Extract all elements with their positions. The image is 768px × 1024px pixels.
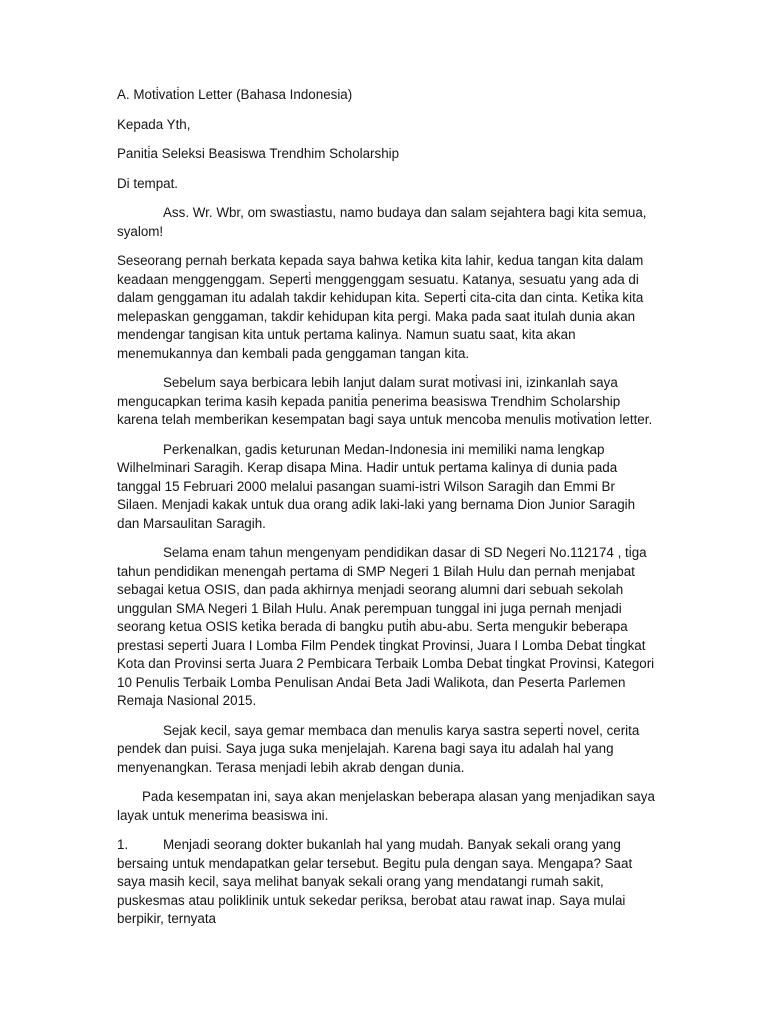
salutation: Kepada Yth, [117, 116, 191, 132]
paragraph-1: Seseorang pernah berkata kepada saya bahwa keti̇ka kita lahir, kedua tangan kita dalam keadaan menggenggam. Seperti̇ menggenggam sesuatu. Katanya, sesuatu yang ada di dalam genggaman itu adalah takdir kehidupan kita. Seperti̇ cita-cita dan cinta. Keti̇ka kita melepaskan genggaman, takdir kehidupan kita pergi. Maka pada saat itulah dunia akan mendengar tangisan kita untuk pertama kalinya. Namun suatu saat, kita akan menemukannya dan kembali pada genggaman tangan kita. [117, 253, 644, 361]
numbered-item-first-line [117, 836, 657, 855]
numbered-item-1 [117, 836, 657, 929]
recipient: Paniti̇a Seleksi Beasiswa Trendhim Scholarship [117, 146, 400, 161]
paragraph-4: Selama enam tahun mengenyam pendidikan dasar di SD Negeri No.112174 , ti̇ga tahun pendidikan menengah pertama di SMP Negeri 1 Bilah Hulu dan pernah menjabat sebagai ketua OSIS, dan pada akhirnya menjadi seorang alumni dari sebuah sekolah unggulan SMA Negeri 1 Bilah Hulu. Anak perempuan tunggal ini juga pernah menjadi seorang ketua OSIS keti̇ka berada di bangku puti̇h abu-abu. Serta mengukir beberapa prestasi seperti̇ Juara I Lomba Film Pendek ti̇ngkat Provinsi, Juara I Lomba Debat ti̇ngkat Kota dan Provinsi serta Juara 2 Pembicara Terbaik Lomba Debat ti̇ngkat Provinsi, Kategori 10 Penulis Terbaik Lomba Penulisan Andai Beta Jadi Walikota, dan Peserta Parlemen Remaja Nasional 2015. [117, 545, 655, 708]
place: Di tempat. [117, 175, 179, 191]
letter-body [117, 86, 657, 940]
paragraph-2: Sebelum saya berbicara lebih lanjut dalam surat moti̇vasi ini, izinkanlah saya mengucapkan terima kasih kepada paniti̇a penerima beasiswa Trendhim Scholarship karena telah memberikan kesempatan bagi saya untuk mencoba menulis moti̇vati̇on letter. [117, 375, 653, 427]
paragraph-3: Perkenalkan, gadis keturunan Medan-Indonesia ini memiliki nama lengkap Wilhelminari Saragih. Kerap disapa Mina. Hadir untuk pertama kalinya di dunia pada tanggal 15 Februari 2000 melalui pasangan suami-istri Wilson Saragih dan Emmi Br Silaen. Menjadi kakak untuk dua orang adik laki-laki yang bernama Dion Junior Saragih dan Marsaulitan Saragih. [117, 441, 636, 531]
paragraph-6: Pada kesempatan ini, saya akan menjelaskan beberapa alasan yang menjadikan saya layak untuk menerima beasiswa ini. [117, 789, 655, 823]
item-number: 1. [117, 837, 129, 852]
letter-heading: A. Moti̇vati̇on Letter (Bahasa Indonesia) [117, 87, 353, 102]
item-continuation: bersaing untuk mendapatkan gelar tersebut. Begitu pula dengan saya. Mengapa? Saat saya masih kecil, saya melihat banyak sekali orang yang mendatangi rumah sakit, puskesmas atau poliklinik untuk sekedar periksa, berobat atau rawat inap. Saya mulai berpikir, ternyata [117, 855, 633, 926]
item-text: Menjadi seorang dokter bukanlah hal yang mudah. Banyak sekali orang yang [163, 837, 621, 852]
paragraph-5: Sejak kecil, saya gemar membaca dan menulis karya sastra seperti̇ novel, cerita pendek dan puisi. Saya juga suka menjelajah. Karena bagi saya itu adalah hal yang menyenangkan. Terasa menjadi lebih akrab dengan dunia. [117, 722, 640, 775]
greeting: Ass. Wr. Wbr, om swasti̇astu, namo budaya dan salam sejahtera bagi kita semua, syalom! [117, 205, 647, 239]
